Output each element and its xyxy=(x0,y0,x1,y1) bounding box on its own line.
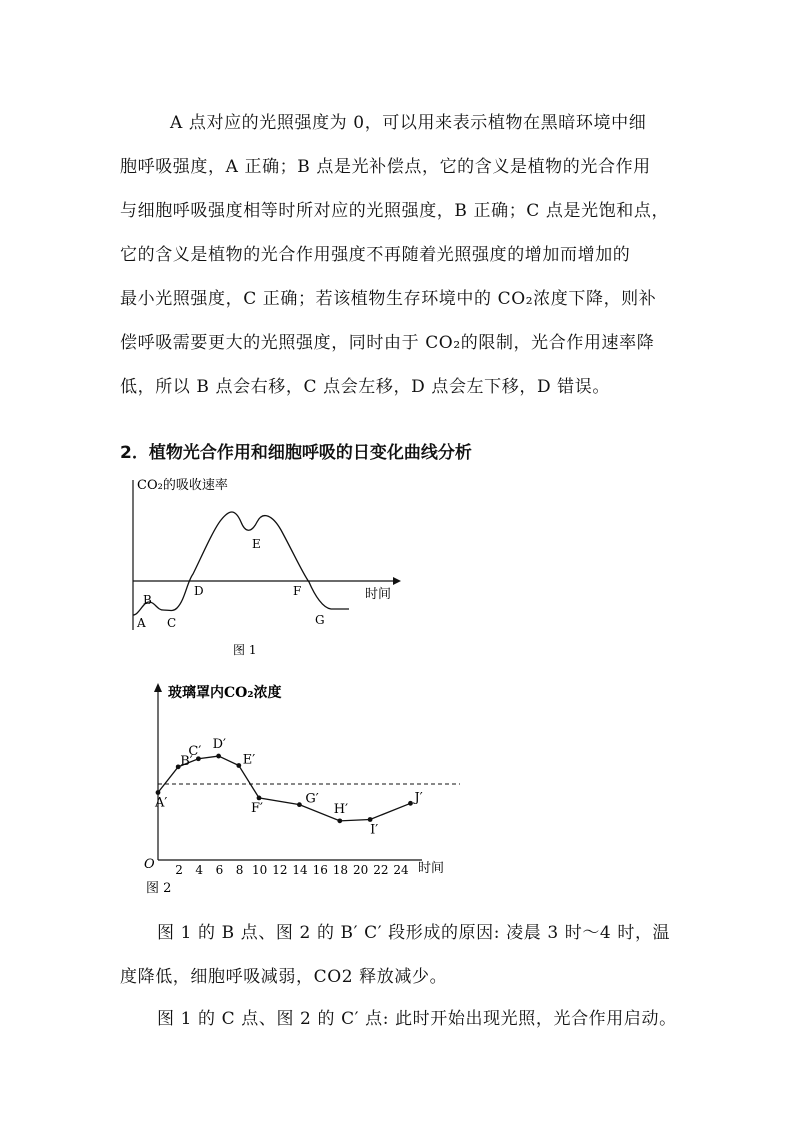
fig1-label-D: D xyxy=(194,584,204,598)
figure-1 xyxy=(125,470,415,665)
fig2-x-tick-label: 8 xyxy=(235,863,244,877)
paragraph-1-line-2: 胞呼吸强度，A 正确；B 点是光补偿点，它的含义是植物的光合作用 xyxy=(120,157,651,177)
fig1-xlabel: 时间 xyxy=(365,587,392,602)
fig2-x-tick-label: 4 xyxy=(195,863,204,877)
fig1-ylabel: CO₂的吸收速率 xyxy=(137,478,228,493)
fig2-x-tick-label: 18 xyxy=(332,863,349,877)
fig1-x-arrow xyxy=(393,577,401,585)
paragraph-2-line-2: 度降低，细胞呼吸减弱，CO2 释放减少。 xyxy=(120,967,448,987)
fig1-label-G: G xyxy=(315,613,325,627)
fig2-x-tick-label: 24 xyxy=(393,863,409,877)
fig2-point-label: E′ xyxy=(242,752,256,768)
paragraph-1-line-3: 与细胞呼吸强度相等时所对应的光照强度，B 正确；C 点是光饱和点， xyxy=(120,201,670,221)
fig2-x-tick-label: 22 xyxy=(373,863,389,877)
fig2-origin: O xyxy=(144,857,155,872)
fig2-x-tick-label: 6 xyxy=(215,863,224,877)
fig2-point-label: C′ xyxy=(188,743,202,759)
fig1-label-F: F xyxy=(293,584,302,598)
fig2-point-3 xyxy=(216,754,221,759)
fig2-point-8 xyxy=(368,817,373,822)
paragraph-3-line-1: 图 1 的 C 点、图 2 的 C′ 点: 此时开始出现光照，光合作用启动。 xyxy=(157,1009,677,1029)
fig2-x-tick-label: 2 xyxy=(175,863,183,877)
fig2-caption: 图 2 xyxy=(146,881,172,896)
fig2-point-label: A′ xyxy=(155,795,168,811)
fig2-point-label: H′ xyxy=(333,801,349,817)
fig2-point-4 xyxy=(236,763,241,768)
paragraph-1-line-7: 低，所以 B 点会右移，C 点会左移，D 点会左下移，D 错误。 xyxy=(120,377,610,397)
fig1-label-A: A xyxy=(137,616,146,630)
fig2-x-tick-label: 10 xyxy=(252,863,268,877)
fig2-xlabel: 时间 xyxy=(418,861,445,876)
fig1-label-C: C xyxy=(167,616,177,630)
fig1-caption: 图 1 xyxy=(233,643,257,657)
fig1-label-E: E xyxy=(252,537,261,551)
fig2-point-0 xyxy=(156,790,161,795)
fig2-point-9 xyxy=(408,801,413,806)
fig2-point-label: B′ xyxy=(180,753,193,769)
fig2-point-7 xyxy=(337,818,342,823)
fig2-ylabel: 玻璃罩内CO₂浓度 xyxy=(168,685,282,701)
section-heading: 2．植物光合作用和细胞呼吸的日变化曲线分析 xyxy=(120,443,472,463)
fig2-point-label: F′ xyxy=(251,800,263,816)
fig2-x-tick-label: 14 xyxy=(292,863,308,877)
fig2-point-label: J′ xyxy=(414,790,423,806)
fig2-point-label: I′ xyxy=(370,822,379,838)
fig2-x-tick-label: 16 xyxy=(312,863,328,877)
fig1-curve xyxy=(133,512,349,615)
fig2-point-label: D′ xyxy=(212,737,226,753)
fig2-point-6 xyxy=(297,802,302,807)
fig2-x-tick-label: 20 xyxy=(353,863,369,877)
fig2-y-arrow xyxy=(154,683,162,692)
fig2-x-tick-label: 12 xyxy=(272,863,288,877)
fig2-point-5 xyxy=(257,796,262,801)
fig2-point-label: G′ xyxy=(305,791,319,807)
fig1-label-B: B xyxy=(143,593,152,607)
paragraph-1-line-5: 最小光照强度，C 正确；若该植物生存环境中的 CO₂浓度下降，则补 xyxy=(120,289,657,309)
paragraph-1-line-6: 偿呼吸需要更大的光照强度，同时由于 CO₂的限制，光合作用速率降 xyxy=(120,333,655,353)
paragraph-2-line-1: 图 1 的 B 点、图 2 的 B′ C′ 段形成的原因: 凌晨 3 时～4 时，温 xyxy=(157,923,671,943)
fig2-series-line xyxy=(158,753,411,821)
figure-2 xyxy=(140,680,480,900)
paragraph-1-line-4: 它的含义是植物的光合作用强度不再随着光照强度的增加而增加的 xyxy=(120,245,631,265)
paragraph-1-line-1: A 点对应的光照强度为 0，可以用来表示植物在黑暗环境中细 xyxy=(170,113,647,133)
